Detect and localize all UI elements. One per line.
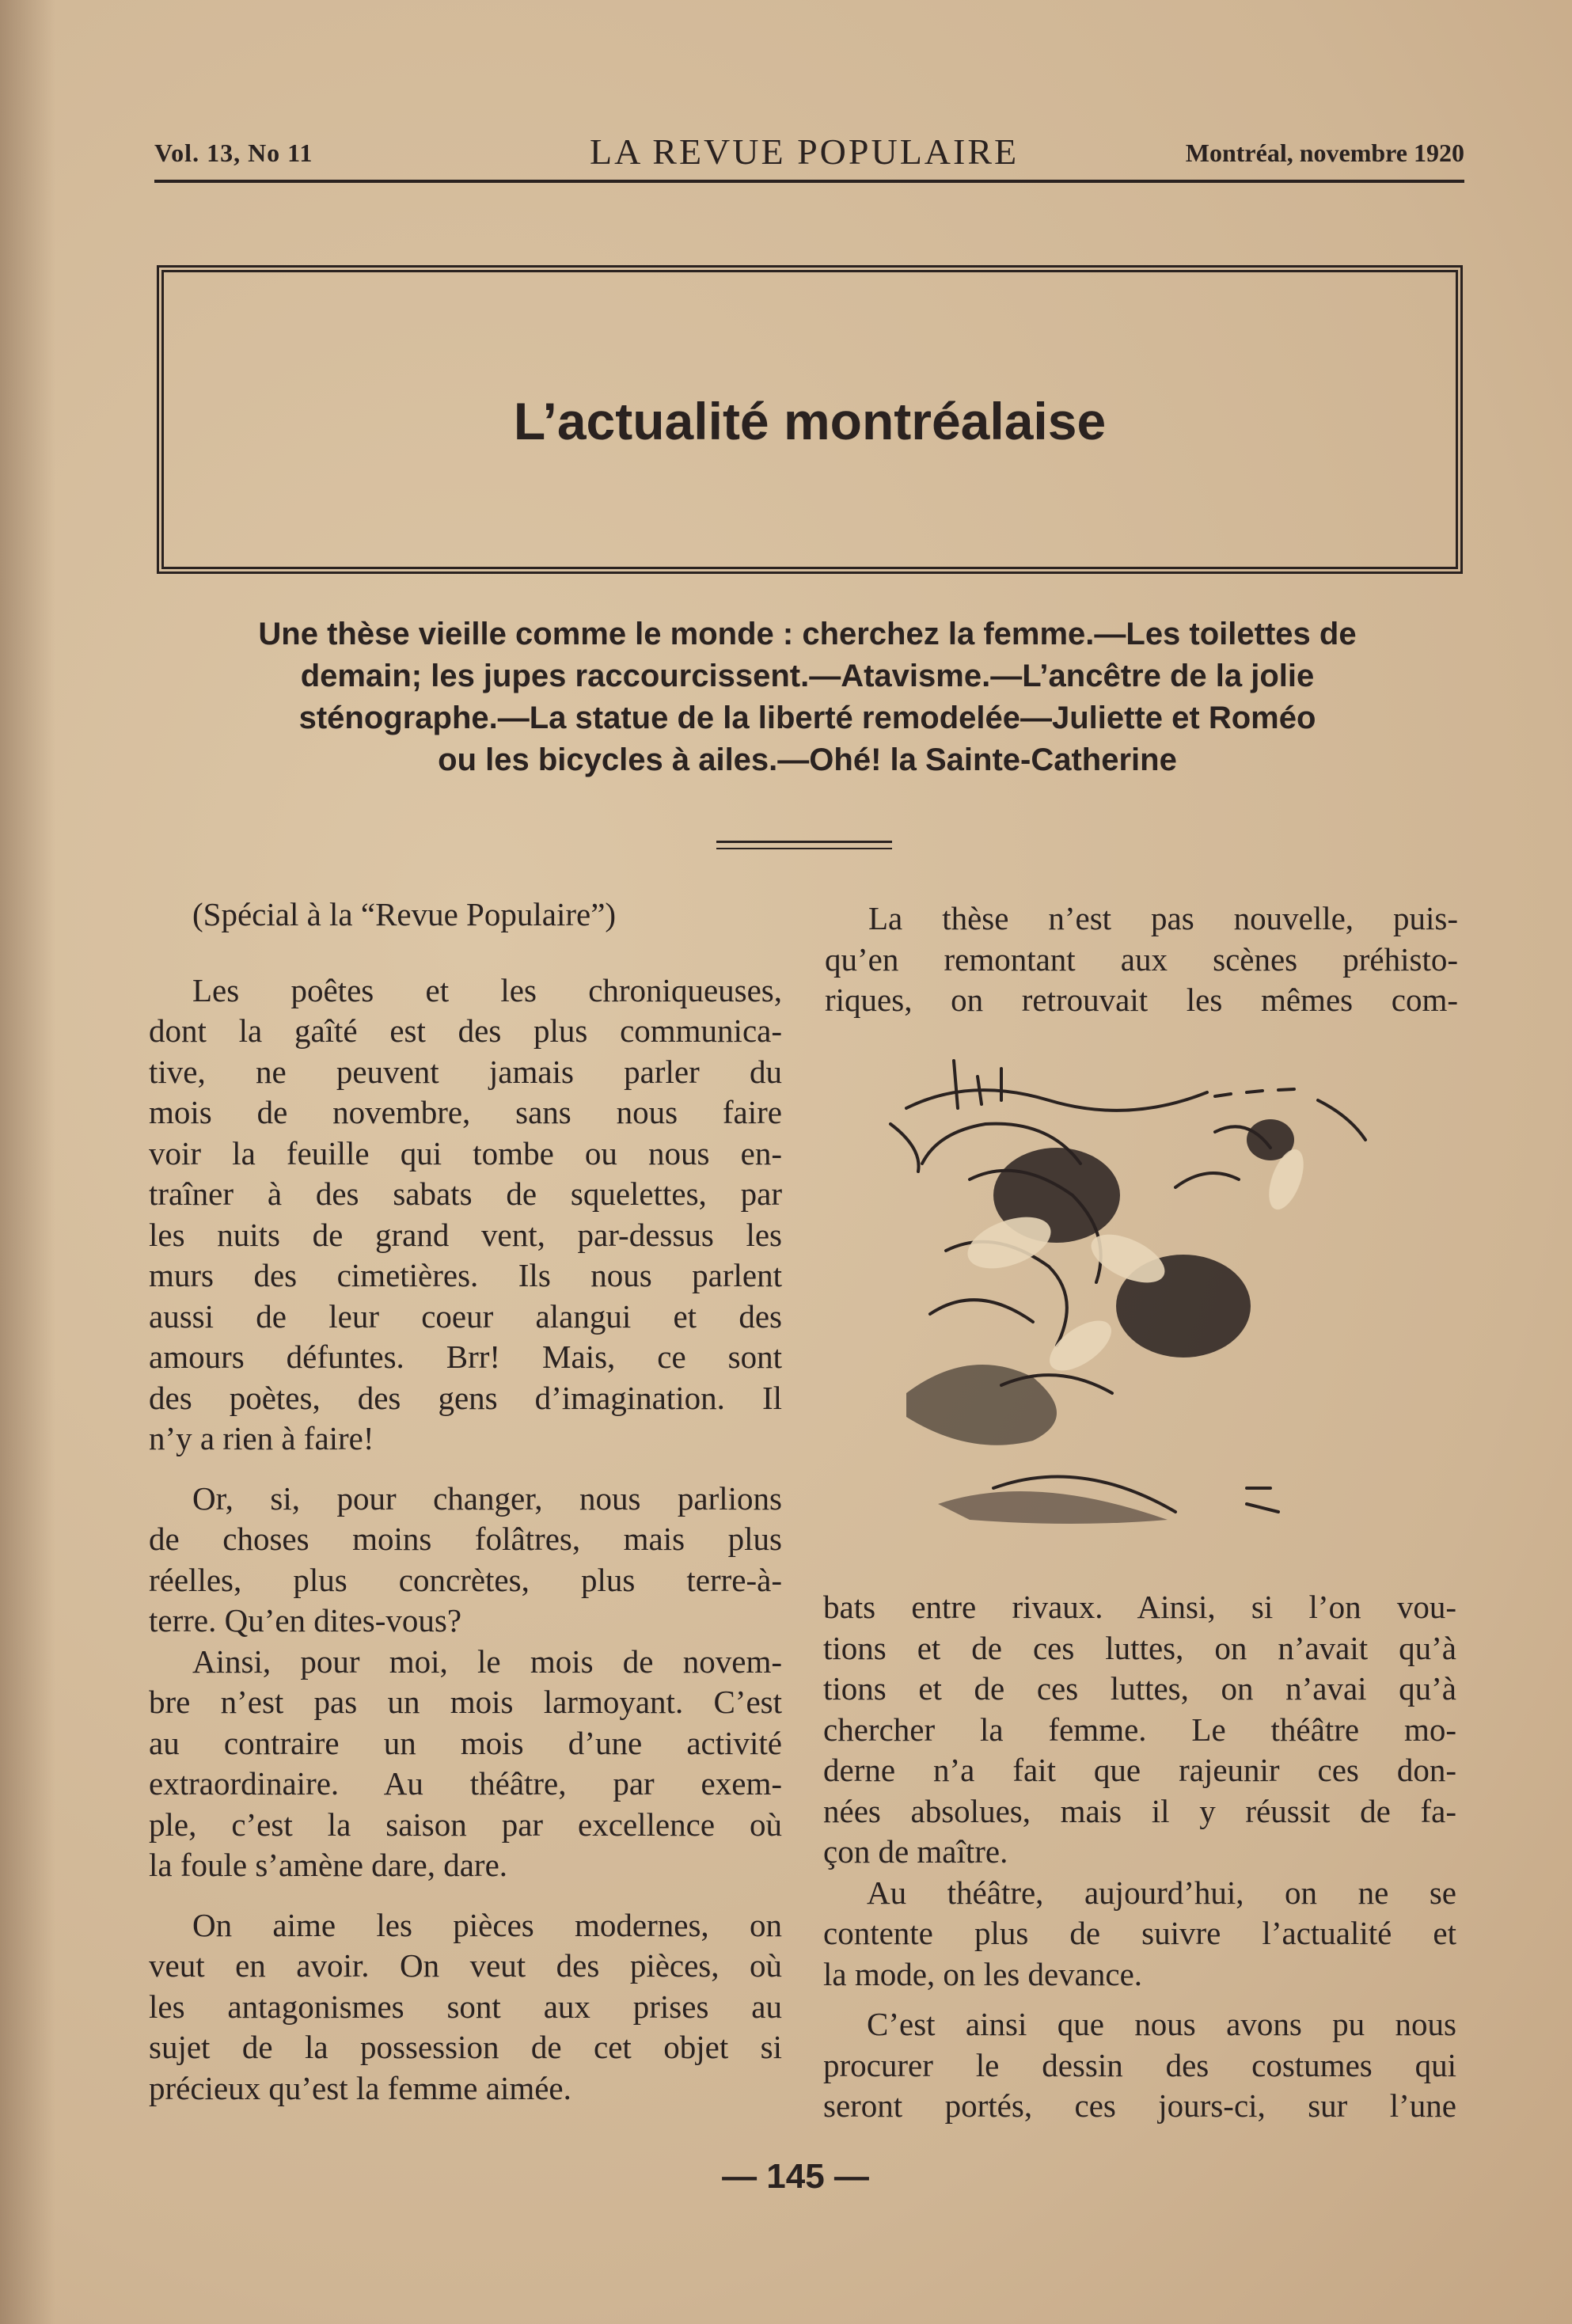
text-line: tions et de ces luttes, on n’avait qu’à [823, 1629, 1456, 1666]
text-line: la foule s’amène dare, dare. [149, 1847, 508, 1883]
page-edge-shadow [0, 0, 55, 2324]
text-line: contente plus de suivre l’actualité et [823, 1915, 1456, 1951]
summary-line: Une thèse vieille comme le monde : cherchez la femme.—Les toilettes de [258, 617, 1357, 651]
text-line: les antagonismes sont aux prises au [149, 1988, 782, 2025]
summary-line: demain; les jupes raccourcissent.—Atavisme.—L’ancêtre de la jolie [300, 659, 1315, 693]
text-line: Au théâtre, aujourd’hui, on ne se [867, 1874, 1456, 1911]
paragraph [823, 1873, 1456, 1996]
title-frame [157, 265, 1463, 574]
text-line: sujet de la possession de cet objet si [149, 2029, 782, 2065]
text-line: n’y a rien à faire! [149, 1420, 374, 1456]
text-line: les nuits de grand vent, par-dessus les [149, 1216, 782, 1253]
volume-number: Vol. 13, No 11 [154, 139, 313, 167]
text-line: amours défuntes. Brr! Mais, ce sont [149, 1339, 782, 1375]
left-column [149, 894, 782, 2109]
text-line: traîner à des sabats de squelettes, par [149, 1175, 782, 1212]
publication-name: LA REVUE POPULAIRE [590, 131, 1020, 172]
place-date: Montréal, novembre 1920 [1185, 139, 1464, 167]
text-line: veut en avoir. On veut des pièces, où [149, 1947, 782, 1984]
text-line: procurer le dessin des costumes qui [823, 2046, 1456, 2083]
article-summary [166, 613, 1449, 781]
running-header [154, 131, 1464, 186]
article-title: L’actualité montréalaise [513, 392, 1107, 450]
right-column-top [825, 898, 1458, 1021]
text-line: derne n’a fait que rajeunir ces don- [823, 1752, 1456, 1788]
text-line: bre n’est pas un mois larmoyant. C’est [149, 1684, 782, 1720]
text-line: tive, ne peuvent jamais parler du [149, 1053, 782, 1090]
text-line: çon de maître. [823, 1833, 1008, 1870]
summary-line: sténographe.—La statue de la liberté remodelée—Juliette et Roméo [298, 701, 1316, 735]
text-line: au contraire un mois d’une activité [149, 1724, 782, 1761]
text-line: Les poêtes et les chroniqueuses, [192, 971, 782, 1008]
text-line: chercher la femme. Le théâtre mo- [823, 1711, 1456, 1748]
text-line: Or, si, pour changer, nous parlions [192, 1479, 782, 1517]
paragraph [149, 1905, 782, 2109]
text-line: mois de novembre, sans nous faire [149, 1094, 782, 1130]
text-line: des poètes, des gens d’imagination. Il [149, 1379, 782, 1416]
text-line: extraordinaire. Au théâtre, par exem- [149, 1765, 782, 1802]
text-line: de choses moins folâtres, mais plus [149, 1521, 782, 1557]
text-line: bats entre rivaux. Ainsi, si l’on vou- [823, 1589, 1456, 1625]
credit-line: (Spécial à la “Revue Populaire”) [192, 896, 617, 932]
text-line: ple, c’est la saison par excellence où [149, 1806, 782, 1843]
paragraph [823, 2004, 1456, 2127]
section-separator [716, 841, 892, 849]
prehistoric-fight-illustration [875, 1045, 1413, 1559]
text-line: réelles, plus concrètes, plus terre-à- [149, 1561, 782, 1598]
paragraph [149, 970, 782, 1460]
text-line: C’est ainsi que nous avons pu nous [867, 2006, 1456, 2042]
text-line: tions et de ces luttes, on n’avai qu’à [823, 1670, 1456, 1707]
text-line: la mode, on les devance. [823, 1955, 1143, 1992]
text-line: Ainsi, pour moi, le mois de novem- [192, 1642, 782, 1680]
page-number: — 145 — [722, 2157, 869, 2196]
text-line: voir la feuille qui tombe ou nous en- [149, 1134, 782, 1171]
paragraph [149, 1642, 782, 1886]
paragraph [825, 898, 1458, 1021]
text-line: aussi de leur coeur alangui et des [149, 1297, 782, 1335]
summary-line: ou les bicycles à ailes.—Ohé! la Sainte-Catherine [438, 742, 1177, 777]
text-line: seront portés, ces jours-ci, sur l’une [823, 2087, 1456, 2124]
header-rule [154, 180, 1464, 183]
paragraph [823, 1587, 1456, 1873]
text-line: murs des cimetières. Ils nous parlent [149, 1257, 782, 1293]
text-line: La thèse n’est pas nouvelle, puis- [868, 900, 1458, 936]
text-line: nées absolues, mais il y réussit de fa- [823, 1792, 1456, 1829]
text-line: qu’en remontant aux scènes préhisto- [825, 940, 1458, 978]
text-line: terre. Qu’en dites-vous? [149, 1602, 462, 1639]
text-line: riques, on retrouvait les mêmes com- [825, 982, 1458, 1018]
right-column-bottom [823, 1587, 1456, 2127]
text-line: précieux qu’est la femme aimée. [149, 2069, 571, 2106]
text-line: On aime les pièces modernes, on [192, 1906, 782, 1943]
paragraph [149, 1479, 782, 1642]
text-line: dont la gaîté est des plus communica- [149, 1012, 782, 1049]
